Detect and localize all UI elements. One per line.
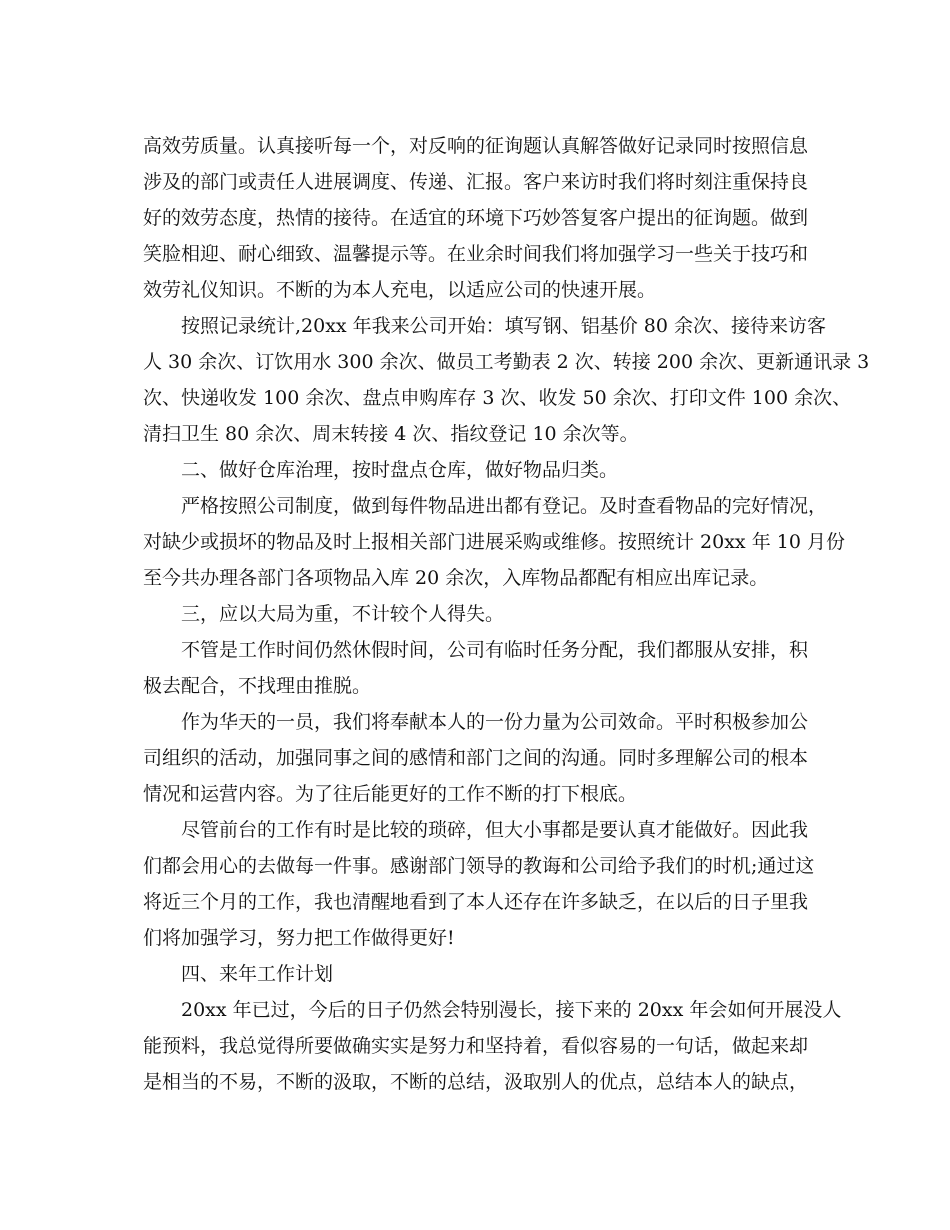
- text-line: 笑脸相迎、耐心细致、温馨提示等。在业余时间我们将加强学习一些关于技巧和: [143, 243, 809, 265]
- paragraph-start-line: 尽管前台的工作有时是比较的琐碎，但大小事都是要认真才能做好。因此我: [181, 819, 809, 841]
- document-body: [143, 128, 870, 1100]
- text-line: 能预料，我总觉得所要做确实实是努力和坚持着，看似容易的一句话，做起来却: [143, 1035, 809, 1057]
- paragraph-start-line: 严格按照公司制度，做到每件物品进出都有登记。及时查看物品的完好情况，: [181, 495, 828, 517]
- text-line: 是相当的不易，不断的汲取，不断的总结，汲取别人的优点，总结本人的缺点，: [143, 1071, 809, 1093]
- text-line: 情况和运营内容。为了往后能更好的工作不断的打下根底。: [143, 783, 638, 805]
- text-line: 涉及的部门或责任人进展调度、传递、汇报。客户来访时我们将时刻注重保持良: [143, 171, 809, 193]
- text-line: 们将加强学习，努力把工作做得更好!: [143, 927, 455, 949]
- text-line: 将近三个月的工作，我也清醒地看到了本人还存在许多缺乏，在以后的日子里我: [143, 891, 809, 913]
- text-line: 效劳礼仪知识。不断的为本人充电，以适应公司的快速开展。: [143, 279, 657, 301]
- paragraph-start-line: 不管是工作时间仍然休假时间，公司有临时任务分配，我们都服从安排，积: [181, 639, 809, 661]
- text-line: 次、快递收发 100 余次、盘点申购库存 3 次、收发 50 余次、打印文件 100 余次、: [143, 387, 852, 409]
- text-line: 司组织的活动，加强同事之间的感情和部门之间的沟通。同时多理解公司的根本: [143, 747, 809, 769]
- text-line: 清扫卫生 80 余次、周末转接 4 次、指纹登记 10 余次等。: [143, 423, 639, 445]
- paragraph-start-line: 20xx 年已过，今后的日子仍然会特别漫长，接下来的 20xx 年会如何开展没人: [181, 999, 842, 1021]
- section-heading: 三，应以大局为重，不计较个人得失。: [181, 603, 505, 625]
- text-line: 极去配合，不找理由推脱。: [143, 675, 372, 697]
- paragraph-start-line: 按照记录统计,20xx 年我来公司开始：填写钢、铝基价 80 余次、接待来访客: [181, 315, 826, 337]
- text-line: 人 30 余次、订饮用水 300 余次、做员工考勤表 2 次、转接 200 余次、更新通讯录 3: [143, 351, 870, 373]
- text-line: 至今共办理各部门各项物品入库 20 余次，入库物品都配有相应出库记录。: [143, 567, 769, 589]
- text-line: 对缺少或损坏的物品及时上报相关部门进展采购或维修。按照统计 20xx 年 10 月份: [143, 531, 845, 553]
- paragraph-start-line: 作为华天的一员，我们将奉献本人的一份力量为公司效命。平时积极参加公: [181, 711, 809, 733]
- section-heading: 二、做好仓库治理，按时盘点仓库，做好物品归类。: [181, 459, 619, 481]
- text-line: 好的效劳态度，热情的接待。在适宜的环境下巧妙答复客户提出的征询题。做到: [143, 207, 809, 229]
- text-line: 们都会用心的去做每一件事。感谢部门领导的教诲和公司给予我们的时机;通过这: [143, 855, 815, 877]
- text-line: 高效劳质量。认真接听每一个，对反响的征询题认真解答做好记录同时按照信息: [143, 135, 809, 157]
- section-heading: 四、来年工作计划: [181, 963, 334, 985]
